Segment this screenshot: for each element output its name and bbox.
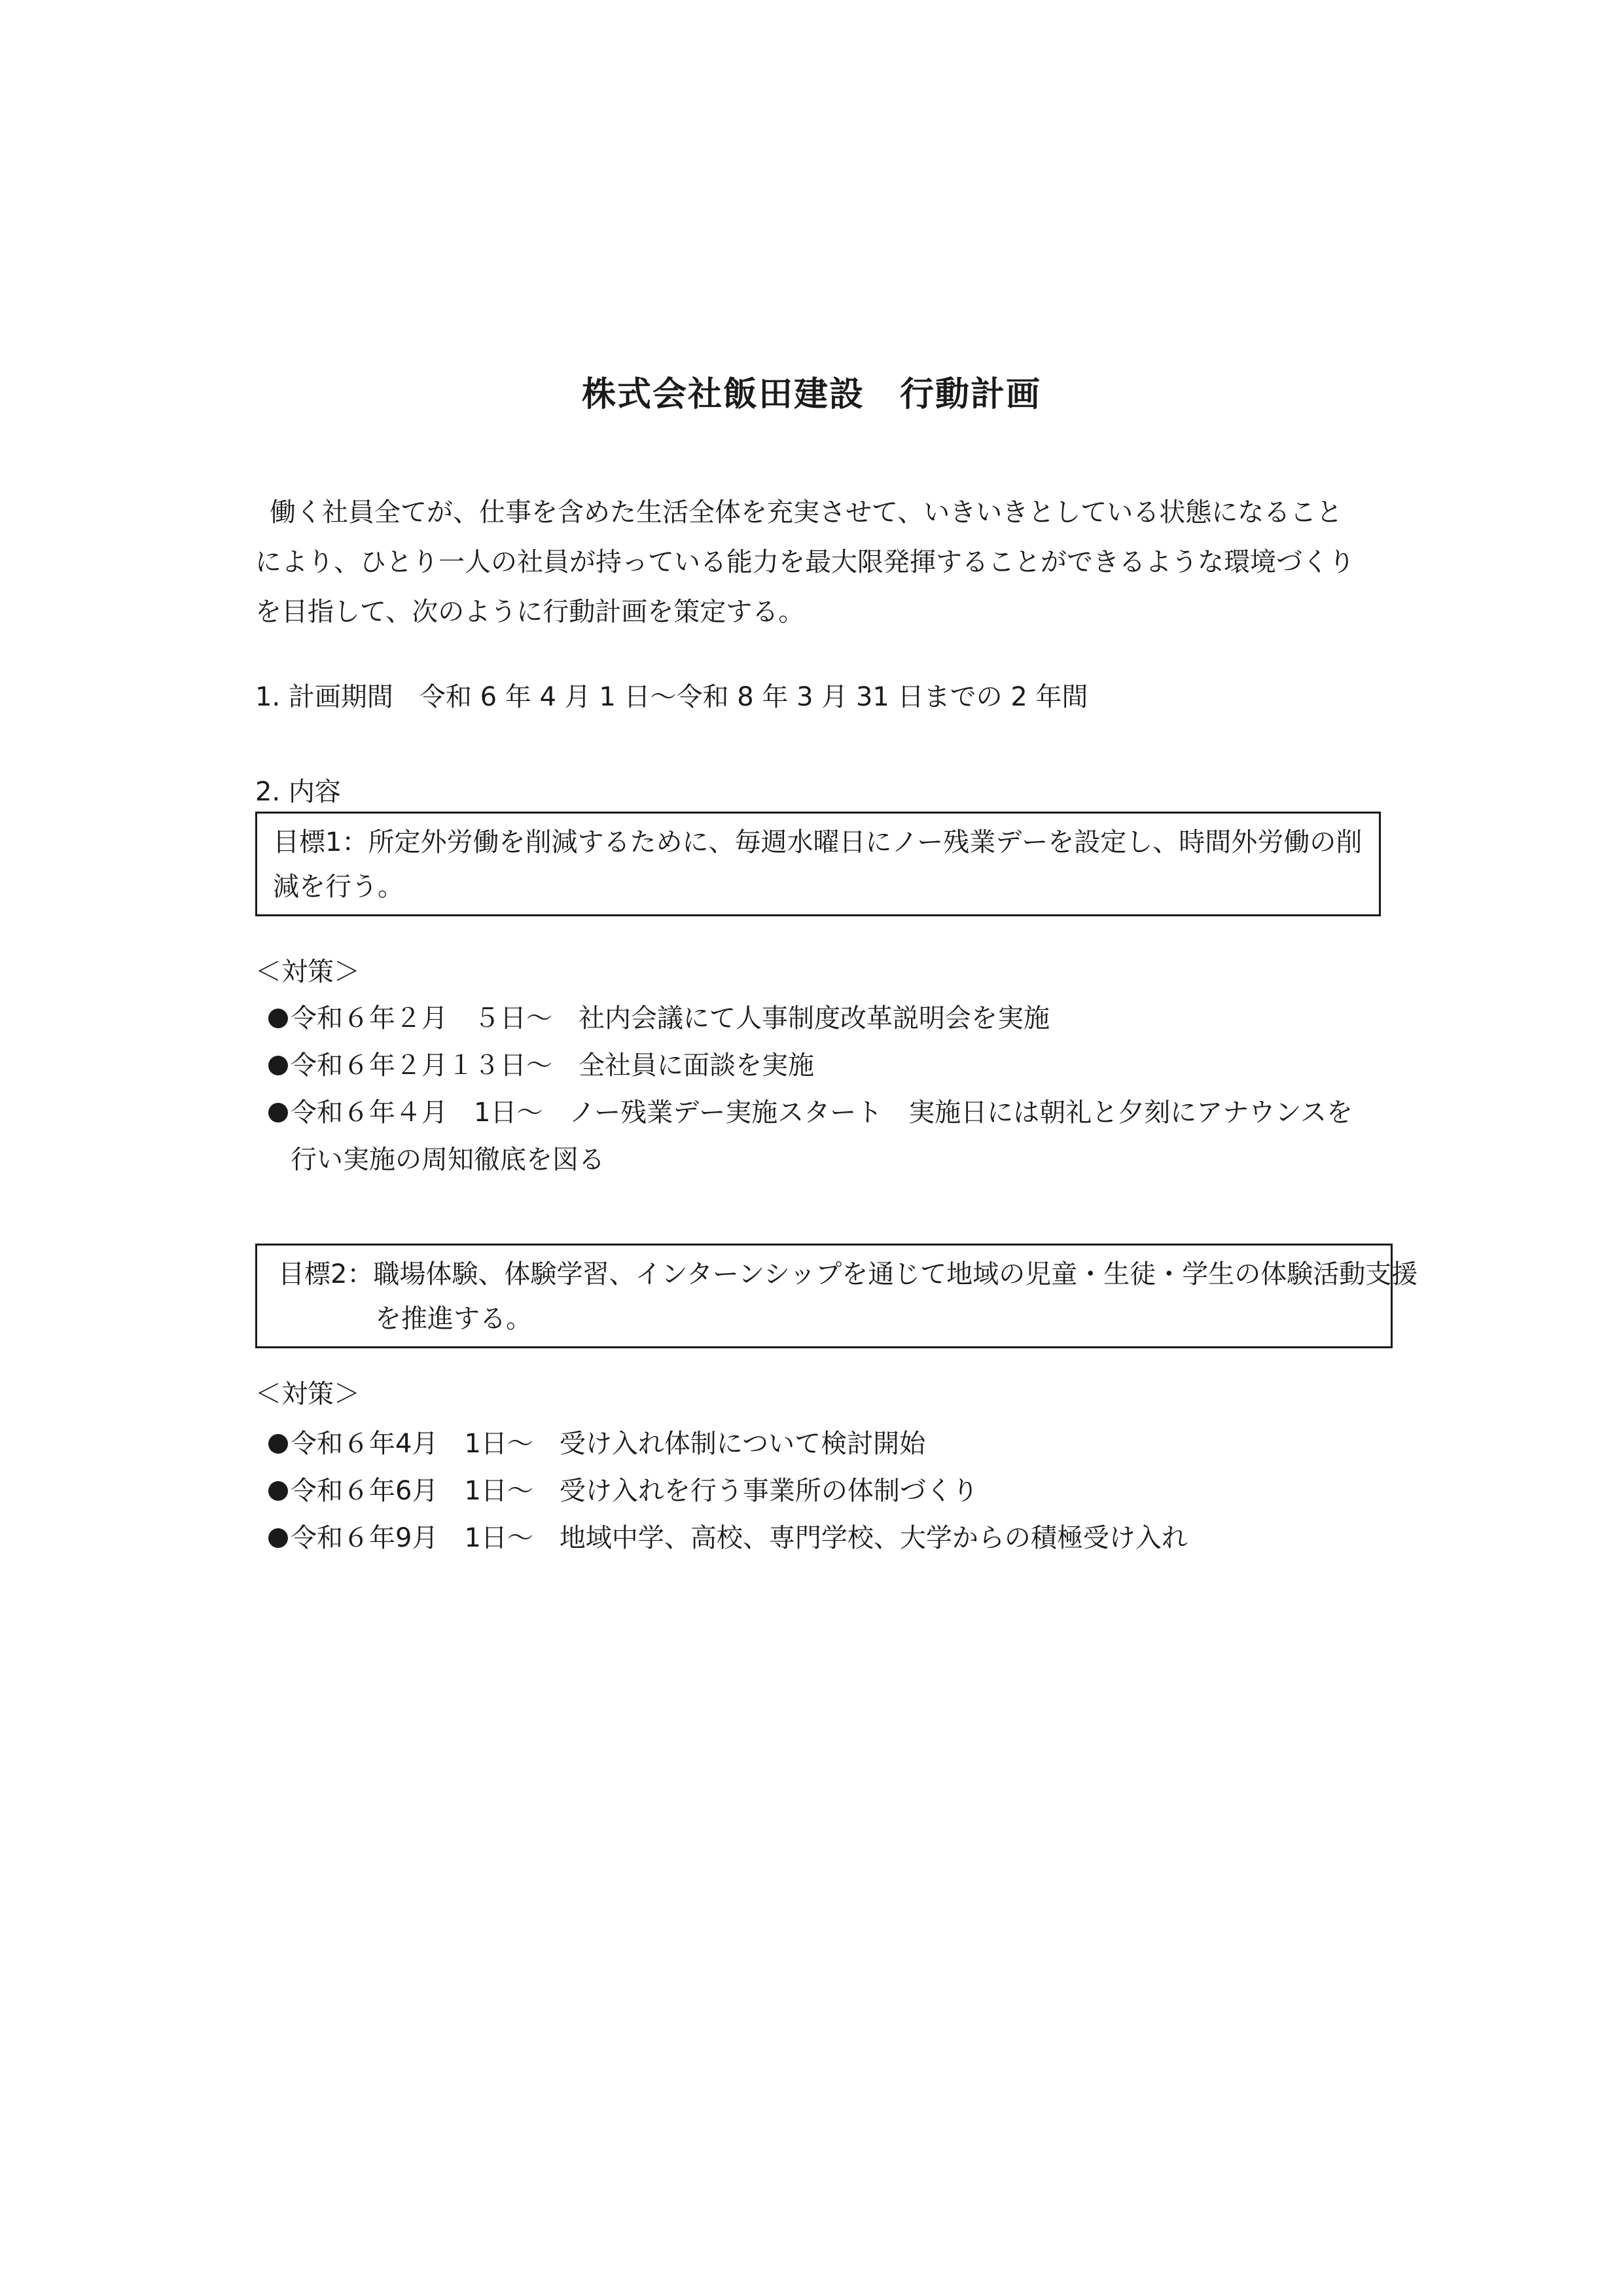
bullet-icon [268,1042,291,1089]
goal-2-measures-list [268,1420,1188,1562]
goal-2-box [255,1244,1418,1348]
goal-2-measures-label: ＜対策＞ [255,1379,360,1409]
intro-line-1: 働く社員全てが、仕事を含めた生活全体を充実させて、いきいきとしている状態になること [270,497,1343,528]
measure-text: 令和６年２月 ５日～ 社内会議にて人事制度改革説明会を実施 [291,1003,1050,1033]
bullet-icon [268,995,291,1042]
bullet-icon [268,1420,291,1467]
measure-text: 令和６年9月 1日～ 地域中学、高校、専門学校、大学からの積極受け入れ [291,1523,1188,1553]
list-item [268,1420,1188,1467]
plan-period: 1. 計画期間 令和 6 年 4 月 1 日～令和 8 年 3 月 31 日までの 2 年間 [255,682,1088,712]
intro-line-2: により、ひとり一人の社員が持っている能力を最大限発揮することができるような環境づくり [255,547,1355,577]
goal-2-line-2: を推進する。 [375,1304,532,1334]
goal-1-line-2: 減を行う。 [273,872,404,902]
list-item [268,995,1353,1042]
goal-1-box [255,812,1381,916]
list-item-continuation [268,1136,1353,1183]
goal-1-measures-list [268,995,1353,1183]
measure-text: 令和６年4月 1日～ 受け入れ体制について検討開始 [291,1429,926,1459]
intro-paragraph [255,488,1387,637]
bullet-icon [268,1467,291,1515]
bullet-icon [268,1089,291,1136]
measure-text: 令和６年6月 1日～ 受け入れを行う事業所の体制づくり [291,1476,978,1506]
bullet-icon [268,1515,291,1562]
goal-1-line-1: 目標1：所定外労働を削減するために、毎週水曜日にノー残業デーを設定し、時間外労働の削 [273,827,1363,857]
measure-text: 行い実施の周知徹底を図る [291,1145,605,1175]
list-item [268,1089,1353,1136]
intro-line-3: を目指して、次のように行動計画を策定する。 [255,597,805,627]
content-heading: 2. 内容 [255,777,341,807]
list-item [268,1515,1188,1562]
goal-1-measures-label: ＜対策＞ [255,957,360,987]
list-item [268,1042,1353,1089]
document-title: 株式会社飯田建設 行動計画 [581,375,1041,414]
measure-text: 令和６年４月 1日～ ノー残業デー実施スタート 実施日には朝礼と夕刻にアナウンスを [291,1098,1353,1128]
list-item [268,1467,1188,1515]
measure-text: 令和６年２月１３日～ 全社員に面談を実施 [291,1050,814,1081]
goal-2-line-1: 目標2：職場体験、体験学習、インターンシップを通じて地域の児童・生徒・学生の体験活動支援 [278,1259,1418,1289]
